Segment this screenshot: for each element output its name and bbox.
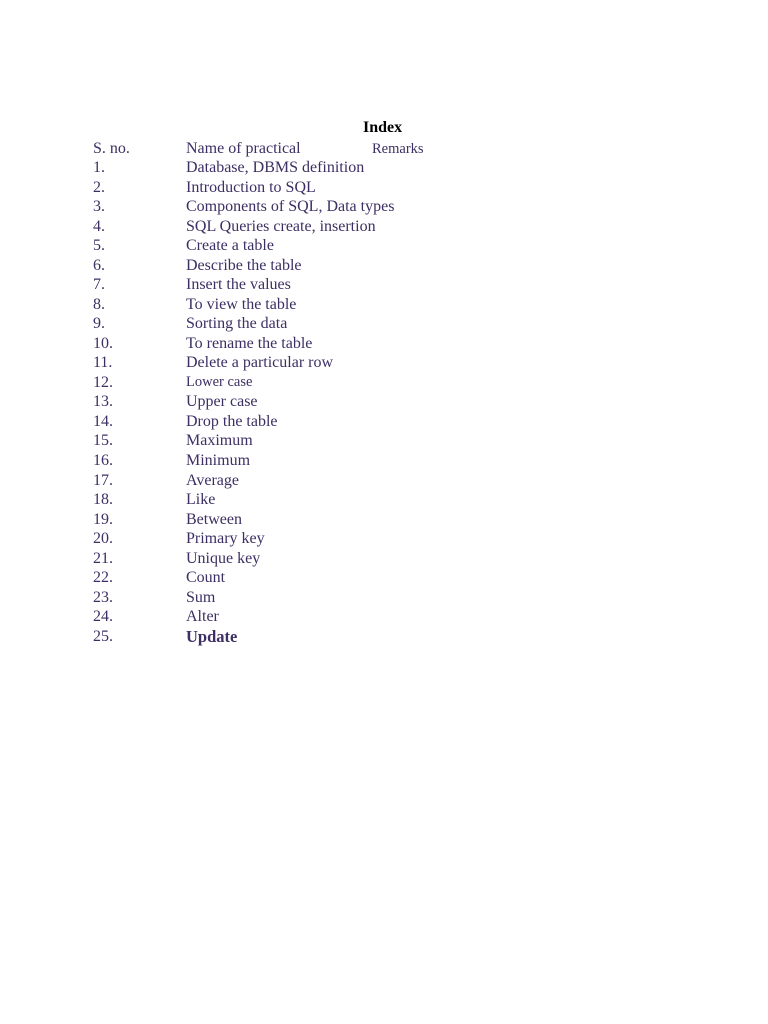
row-number: 18. [93,491,113,509]
row-number: 7. [93,276,105,294]
row-number: 15. [93,432,113,450]
row-number: 24. [93,608,113,626]
row-name: Primary key [186,530,265,548]
row-number: 6. [93,256,105,274]
row-name: Count [186,569,226,587]
row-name: Lower case [186,373,253,390]
table-row [0,178,768,198]
table-row [0,529,768,549]
row-name: Database, DBMS definition [186,159,365,176]
row-name: Sorting the data [186,315,288,333]
row-number: 5. [93,237,105,255]
practical-list [0,158,768,646]
table-row [0,627,768,647]
table-row [0,197,768,217]
table-row [0,275,768,295]
table-row [0,256,768,276]
row-name: Sum [186,588,216,606]
table-row [0,412,768,432]
table-row [0,510,768,530]
header-sno: S. no. [93,140,130,157]
table-row [0,607,768,627]
table-row [0,236,768,256]
table-row [0,490,768,510]
row-number: 1. [93,159,105,176]
row-number: 19. [93,510,113,528]
header-remarks: Remarks [372,141,424,157]
table-header [0,139,768,159]
table-row [0,314,768,334]
table-row [0,588,768,608]
row-name: Minimum [186,451,251,469]
row-name: To view the table [186,295,297,313]
row-number: 23. [93,588,113,606]
row-name: To rename the table [186,334,313,352]
table-row [0,334,768,354]
row-name: Describe the table [186,256,302,274]
row-number: 13. [93,393,113,411]
table-row [0,549,768,569]
row-name: Components of SQL, Data types [186,198,395,216]
row-number: 21. [93,549,113,567]
row-number: 14. [93,412,113,430]
row-name: Unique key [186,549,261,567]
row-number: 17. [93,471,113,489]
row-number: 9. [93,315,105,333]
row-name: Upper case [186,393,258,411]
row-name: Introduction to SQL [186,178,316,196]
row-number: 4. [93,217,105,235]
row-number: 8. [93,295,105,313]
row-number: 11. [93,354,113,372]
row-number: 22. [93,569,113,587]
row-name: SQL Queries create, insertion [186,217,376,235]
table-row [0,471,768,491]
table-row [0,295,768,315]
table-row [0,217,768,237]
row-number: 16. [93,451,113,469]
row-number: 3. [93,198,105,216]
row-name: Maximum [186,432,253,450]
row-name: Delete a particular row [186,354,334,372]
row-number: 20. [93,530,113,548]
table-row [0,353,768,373]
header-name: Name of practical [186,140,301,157]
row-number: 12. [93,373,113,391]
row-name: Between [186,510,242,528]
table-row [0,158,768,178]
table-row [0,431,768,451]
table-row [0,568,768,588]
row-name: Alter [186,608,219,626]
row-name: Average [186,471,239,489]
row-name: Create a table [186,237,274,255]
row-name: Insert the values [186,276,291,294]
row-name: Like [186,491,216,509]
table-row [0,392,768,412]
row-name: Drop the table [186,412,278,430]
row-name: Update [186,626,238,646]
table-row [0,373,768,393]
row-number: 10. [93,334,113,352]
row-number: 2. [93,178,105,196]
page-title: Index [363,119,403,136]
table-row [0,451,768,471]
row-number: 25. [93,627,113,645]
